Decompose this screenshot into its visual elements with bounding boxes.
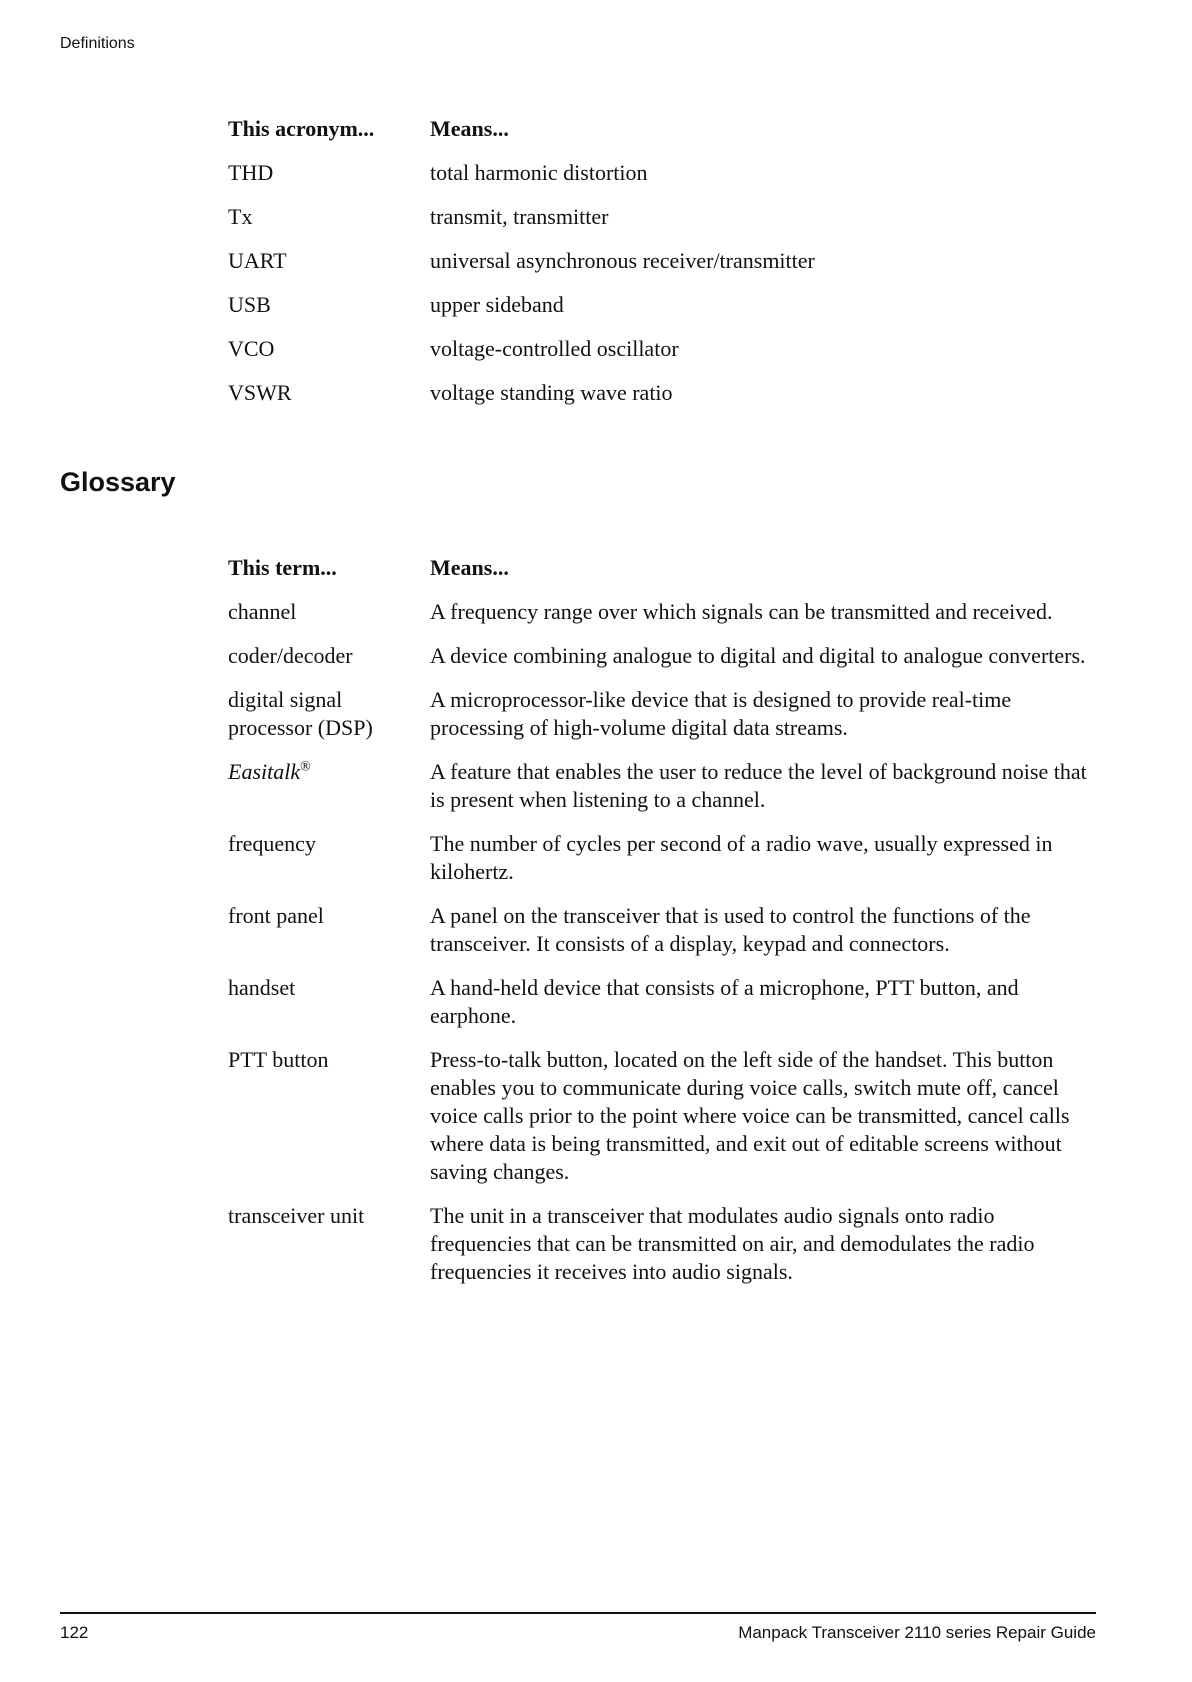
acronym-meaning: total harmonic distortion — [430, 160, 648, 185]
glossary-row — [228, 758, 1088, 830]
means-column-header: Means... — [430, 116, 509, 141]
glossary-term: transceiver unit — [228, 1203, 365, 1228]
registered-mark: ® — [300, 759, 311, 775]
glossary-term: Easitalk — [228, 759, 301, 784]
glossary-meaning: A device combining analogue to digital and digital to analogue converters. — [430, 643, 1086, 668]
glossary-meaning: A feature that enables the user to reduce the level of background noise that is present when listening to a channel. — [430, 759, 1087, 812]
acronym-row — [228, 379, 1088, 423]
glossary-row — [228, 642, 1088, 686]
acronym-meaning: voltage-controlled oscillator — [430, 336, 679, 361]
footer-rule — [60, 1612, 1096, 1614]
acronym-meaning: transmit, transmitter — [430, 204, 609, 229]
glossary-heading: Glossary — [60, 467, 176, 497]
glossary-row — [228, 830, 1088, 902]
term-column-header: This term... — [228, 555, 337, 580]
glossary-term-cell — [228, 758, 430, 830]
glossary-row — [228, 598, 1088, 642]
acronym-column-header: This acronym... — [228, 116, 375, 141]
glossary-term: handset — [228, 975, 296, 1000]
glossary-term: frequency — [228, 831, 316, 856]
acronym-row — [228, 203, 1088, 247]
acronym-meaning: voltage standing wave ratio — [430, 380, 673, 405]
acronym-term: VSWR — [228, 380, 292, 405]
glossary-meaning: A panel on the transceiver that is used to control the functions of the transceiver. It consists of a display, keypad and connectors. — [430, 903, 1031, 956]
acronym-meaning: universal asynchronous receiver/transmitter — [430, 248, 815, 273]
glossary-meaning: A hand-held device that consists of a microphone, PTT button, and earphone. — [430, 975, 1019, 1028]
acronym-row — [228, 335, 1088, 379]
acronym-term: UART — [228, 248, 287, 273]
glossary-table-header-row — [228, 554, 1088, 598]
document-title: Manpack Transceiver 2110 series Repair Guide — [738, 1623, 1096, 1642]
glossary-row — [228, 974, 1088, 1046]
glossary-meaning: Press-to-talk button, located on the left side of the handset. This button enables you to communicate during voice calls, switch mute off, cancel voice calls prior to the point where voice can be transmitted, cancel calls where data is being transmitted, and exit out of editable screens without saving changes. — [430, 1047, 1070, 1184]
acronym-term: USB — [228, 292, 271, 317]
acronym-term: Tx — [228, 204, 253, 229]
acronym-row — [228, 159, 1088, 203]
glossary-row — [228, 902, 1088, 974]
glossary-table — [228, 554, 1088, 1302]
glossary-term: digital signal processor (DSP) — [228, 687, 373, 740]
glossary-meaning: The unit in a transceiver that modulates audio signals onto radio frequencies that can be transmitted on air, and demodulates the radio frequencies it receives into audio signals. — [430, 1203, 1035, 1284]
glossary-meaning: The number of cycles per second of a radio wave, usually expressed in kilohertz. — [430, 831, 1053, 884]
means-column-header: Means... — [430, 555, 509, 580]
acronym-term: VCO — [228, 336, 275, 361]
glossary-term: coder/decoder — [228, 643, 353, 668]
glossary-row — [228, 1202, 1088, 1302]
glossary-row — [228, 686, 1088, 758]
page-number: 122 — [60, 1623, 89, 1642]
glossary-term: front panel — [228, 903, 324, 928]
acronym-row — [228, 247, 1088, 291]
acronym-table-header-row — [228, 115, 1088, 159]
glossary-row — [228, 1046, 1088, 1202]
acronym-table — [228, 115, 1088, 423]
acronym-row — [228, 291, 1088, 335]
glossary-term: channel — [228, 599, 297, 624]
running-head: Definitions — [60, 35, 135, 52]
glossary-meaning: A microprocessor-like device that is designed to provide real-time processing of high-volume digital data streams. — [430, 687, 1012, 740]
glossary-meaning: A frequency range over which signals can be transmitted and received. — [430, 599, 1053, 624]
acronym-meaning: upper sideband — [430, 292, 564, 317]
acronym-term: THD — [228, 160, 274, 185]
glossary-term: PTT button — [228, 1047, 329, 1072]
